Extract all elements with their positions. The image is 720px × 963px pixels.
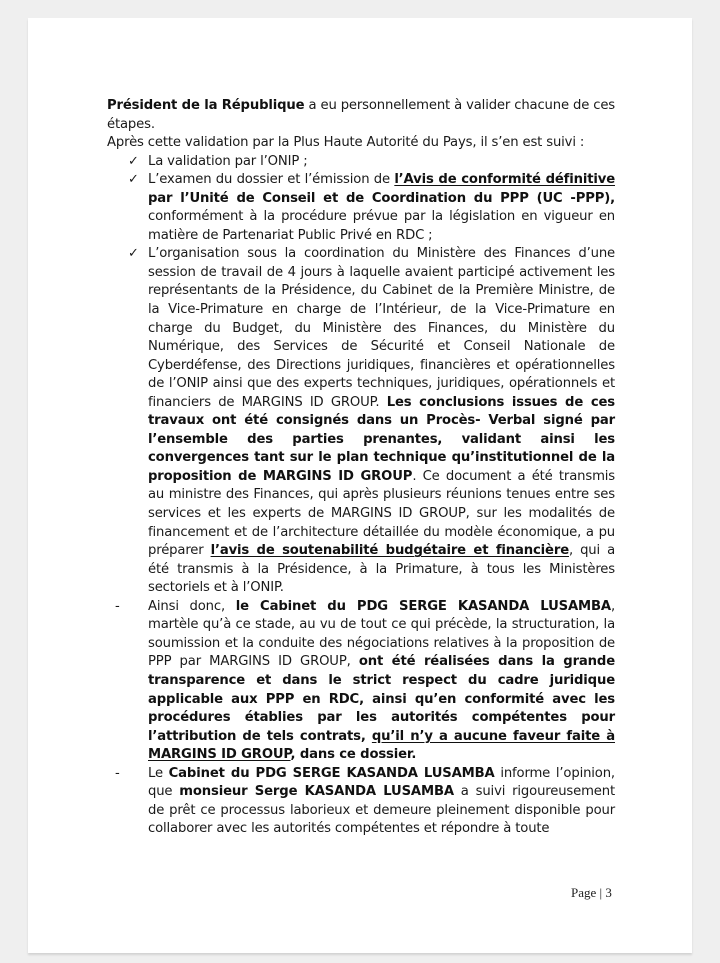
dash-item-bold: , dans ce dossier. bbox=[290, 747, 417, 763]
dash-bullet: - bbox=[115, 765, 120, 781]
check-item-text: conformément à la procédure prévue par la législation en vigueur en matière de Partenariat Public Privé en RDC ; bbox=[148, 209, 615, 243]
intro-text: a eu personnellement à valider chacune de ces étapes. bbox=[107, 98, 616, 132]
check-item-bold-underlined: l’avis de soutenabilité budgétaire et financière bbox=[210, 543, 569, 559]
intro-bold-lead: Président de la République bbox=[107, 98, 305, 113]
dash-item-text: Ainsi donc, bbox=[148, 598, 236, 614]
check-list-item bbox=[107, 171, 615, 245]
check-item-text: L’examen du dossier et l’émission de bbox=[148, 172, 395, 188]
check-item-text: . Ce document a été transmis au ministre des Finances, qui après plusieurs réunions tenues entre ses services et les experts de MARGINS ID GROUP, sur les modalités de financement et de l’architecture détaillée du modèle économique, a pu préparer bbox=[148, 468, 615, 559]
dash-item-bold-underlined: qu’il n’y a aucune faveur faite à MARGINS ID GROUP bbox=[148, 728, 615, 763]
check-list bbox=[107, 153, 615, 598]
dash-item-bold: le Cabinet du PDG SERGE KASANDA LUSAMBA bbox=[235, 598, 611, 614]
dash-item-bold: monsieur Serge KASANDA LUSAMBA bbox=[179, 784, 454, 800]
check-item-bold: par l’Unité de Conseil et de Coordination du PPP (UC -PPP), bbox=[148, 190, 615, 206]
dash-bullet: - bbox=[115, 598, 120, 614]
dash-item-text: informe l’opinion, que bbox=[148, 765, 615, 800]
dash-item-bold: Cabinet du PDG SERGE KASANDA LUSAMBA bbox=[168, 765, 495, 781]
dash-item-text: , martèle qu’à ce stade, au vu de tout ce qui précède, la structuration, la soumission et la conduite des négociations relatives à la proposition de PPP par MARGINS ID GROUP, bbox=[148, 598, 616, 670]
checkmark-icon: ✓ bbox=[128, 172, 139, 188]
dash-item-text: Le bbox=[148, 765, 169, 781]
after-validation-paragraph: Après cette validation par la Plus Haute Autorité du Pays, il s’en est suivi : bbox=[107, 135, 585, 151]
dash-item-text: a suivi rigoureusement de prêt ce processus laborieux et demeure pleinement disponible pour collaborer avec les autorités compétentes et répondre à toute bbox=[148, 784, 615, 837]
dash-list-item bbox=[107, 598, 615, 765]
check-list-item bbox=[107, 153, 615, 172]
check-item-text: L’organisation sous la coordination du Ministère des Finances d’une session de travail de 4 jours à laquelle avaient participé activement les représentants de la Présidence, du Cabinet de la Première Ministre, de la Vice-Primature en charge de l’Intérieur, de la Vice-Primature en charge du Budget, du Ministère des Finances, du Ministère du Numérique, des Services de Sécurité et Conseil Nationale de Cyberdéfense, des Directions juridiques, financières et opérationnelles de l’ONIP ainsi que des experts techniques, juridiques, opérationnels et financiers de MARGINS ID GROUP. bbox=[148, 246, 615, 410]
checkmark-icon: ✓ bbox=[128, 246, 139, 262]
dash-list-item bbox=[107, 765, 615, 839]
document-page bbox=[28, 18, 692, 953]
document-body bbox=[107, 97, 615, 839]
dash-list bbox=[107, 598, 615, 839]
check-item-text: , qui a été transmis à la Présidence, à la Primature, à tous les Ministères sectoriels et à l’ONIP. bbox=[148, 543, 615, 596]
page-number: Page | 3 bbox=[571, 885, 612, 900]
intro-paragraph bbox=[107, 97, 615, 134]
check-item-text: La validation par l’ONIP ; bbox=[148, 153, 308, 169]
check-list-item bbox=[107, 245, 615, 597]
check-item-bold: Les conclusions issues de ces travaux ont été consignés dans un Procès- Verbal signé par l’ensemble des parties prenantes, validant ainsi les convergences tant sur le plan technique qu’institutionnel de la proposition de MARGINS ID GROUP bbox=[148, 394, 615, 484]
checkmark-icon: ✓ bbox=[128, 153, 139, 169]
dash-item-bold: ont été réalisées dans la grande transparence et dans le strict respect du cadre juridique applicable aux PPP en RDC, ainsi qu’en conformité avec les procédures établies par les autorités compétentes pour l’attribution de tels contrats, bbox=[148, 654, 615, 744]
check-item-bold-underlined: l’Avis de conformité définitive bbox=[394, 172, 615, 188]
